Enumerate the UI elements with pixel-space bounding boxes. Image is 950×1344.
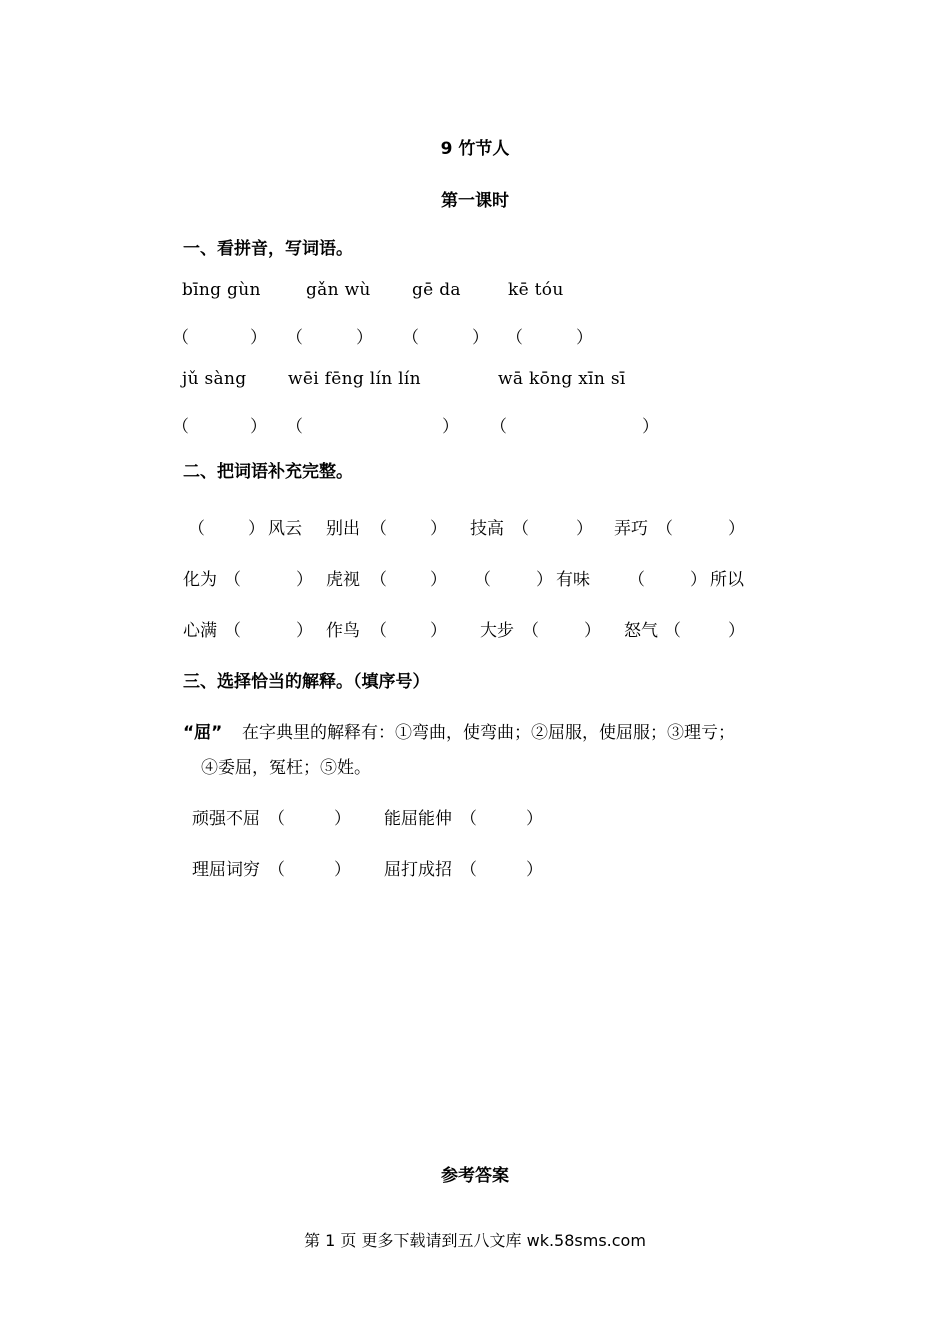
- open-paren: （: [172, 328, 189, 348]
- idiom-fill-biechu: 别出: [326, 519, 360, 539]
- pinyin-wakongxinsi: wā kōng xīn sī: [498, 369, 626, 389]
- idiom-item-qudachengzhao: 屈打成招: [384, 860, 452, 880]
- idiom-fill-nuqi: 怒气: [624, 621, 658, 641]
- close-paren: ）: [728, 519, 745, 539]
- open-paren: （: [224, 621, 241, 641]
- section1-heading: 一、看拼音，写词语。: [183, 239, 353, 259]
- close-paren: ）: [576, 519, 593, 539]
- open-paren: （: [370, 519, 387, 539]
- open-paren: （: [402, 328, 419, 348]
- close-paren: ）: [526, 809, 543, 829]
- section3-heading: 三、选择恰当的解释。（填序号）: [183, 672, 430, 692]
- idiom-fill-nongqiao: 弄巧: [614, 519, 648, 539]
- idiom-fill-huawei: 化为: [183, 570, 217, 590]
- close-paren: ）: [472, 328, 489, 348]
- idiom-fill-hushi: 虎视: [326, 570, 360, 590]
- close-paren: ）: [430, 621, 447, 641]
- close-paren: ）: [430, 519, 447, 539]
- close-paren: ）: [584, 621, 601, 641]
- open-paren: （: [460, 860, 477, 880]
- close-paren: ）: [536, 570, 553, 590]
- idiom-item-nengqunengshen: 能屈能伸: [384, 809, 452, 829]
- section2-heading: 二、把词语补充完整。: [183, 462, 353, 482]
- lesson-subtitle: 第一课时: [441, 191, 509, 211]
- idiom-fill-jigao: 技高: [470, 519, 504, 539]
- open-paren: （: [268, 809, 285, 829]
- close-paren: ）: [526, 860, 543, 880]
- idiom-fill-dabu: 大步: [480, 621, 514, 641]
- pinyin-binggun: bīng gùn: [182, 280, 261, 300]
- open-paren: （: [188, 519, 205, 539]
- close-paren: ）: [250, 328, 267, 348]
- close-paren: ）: [296, 570, 313, 590]
- close-paren: ）: [334, 860, 351, 880]
- close-paren: ）: [334, 809, 351, 829]
- lesson-title: 9 竹节人: [440, 139, 510, 159]
- open-paren: （: [286, 417, 303, 437]
- close-paren: ）: [690, 570, 707, 590]
- definition-line-1: 在字典里的解释有：①弯曲，使弯曲；②屈服，使屈服；③理亏；: [242, 723, 735, 743]
- close-paren: ）: [442, 417, 459, 437]
- pinyin-weifenglinlin: wēi fēng lín lín: [288, 369, 421, 389]
- close-paren: ）: [728, 621, 745, 641]
- open-paren: （: [656, 519, 673, 539]
- pinyin-ketou: kē tóu: [508, 280, 564, 300]
- idiom-item-wanqiangbuqu: 顽强不屈: [192, 809, 260, 829]
- close-paren: ）: [248, 519, 265, 539]
- open-paren: （: [506, 328, 523, 348]
- open-paren: （: [224, 570, 241, 590]
- idiom-fill-fengyun: 风云: [268, 519, 302, 539]
- open-paren: （: [460, 809, 477, 829]
- open-paren: （: [370, 621, 387, 641]
- close-paren: ）: [250, 417, 267, 437]
- pinyin-ganwu: gǎn wù: [306, 280, 371, 300]
- close-paren: ）: [296, 621, 313, 641]
- idiom-item-liquciqiong: 理屈词穷: [192, 860, 260, 880]
- definition-line-2: ④委屈，冤枉；⑤姓。: [201, 758, 371, 778]
- page-footer: 第 1 页 更多下载请到五八文库 wk.58sms.com: [304, 1231, 646, 1250]
- pinyin-jusang: jǔ sàng: [182, 369, 247, 389]
- open-paren: （: [490, 417, 507, 437]
- open-paren: （: [474, 570, 491, 590]
- open-paren: （: [628, 570, 645, 590]
- close-paren: ）: [576, 328, 593, 348]
- quoted-character: “屈”: [183, 723, 223, 743]
- idiom-fill-xinman: 心满: [183, 621, 217, 641]
- open-paren: （: [286, 328, 303, 348]
- close-paren: ）: [642, 417, 659, 437]
- close-paren: ）: [356, 328, 373, 348]
- answer-key-heading: 参考答案: [441, 1166, 509, 1186]
- open-paren: （: [664, 621, 681, 641]
- open-paren: （: [522, 621, 539, 641]
- pinyin-geda: gē da: [412, 280, 461, 300]
- open-paren: （: [172, 417, 189, 437]
- open-paren: （: [512, 519, 529, 539]
- idiom-fill-zuoniao: 作鸟: [326, 621, 360, 641]
- open-paren: （: [370, 570, 387, 590]
- close-paren: ）: [430, 570, 447, 590]
- idiom-fill-suoyi: 所以: [710, 570, 744, 590]
- idiom-fill-youwei: 有味: [556, 570, 590, 590]
- open-paren: （: [268, 860, 285, 880]
